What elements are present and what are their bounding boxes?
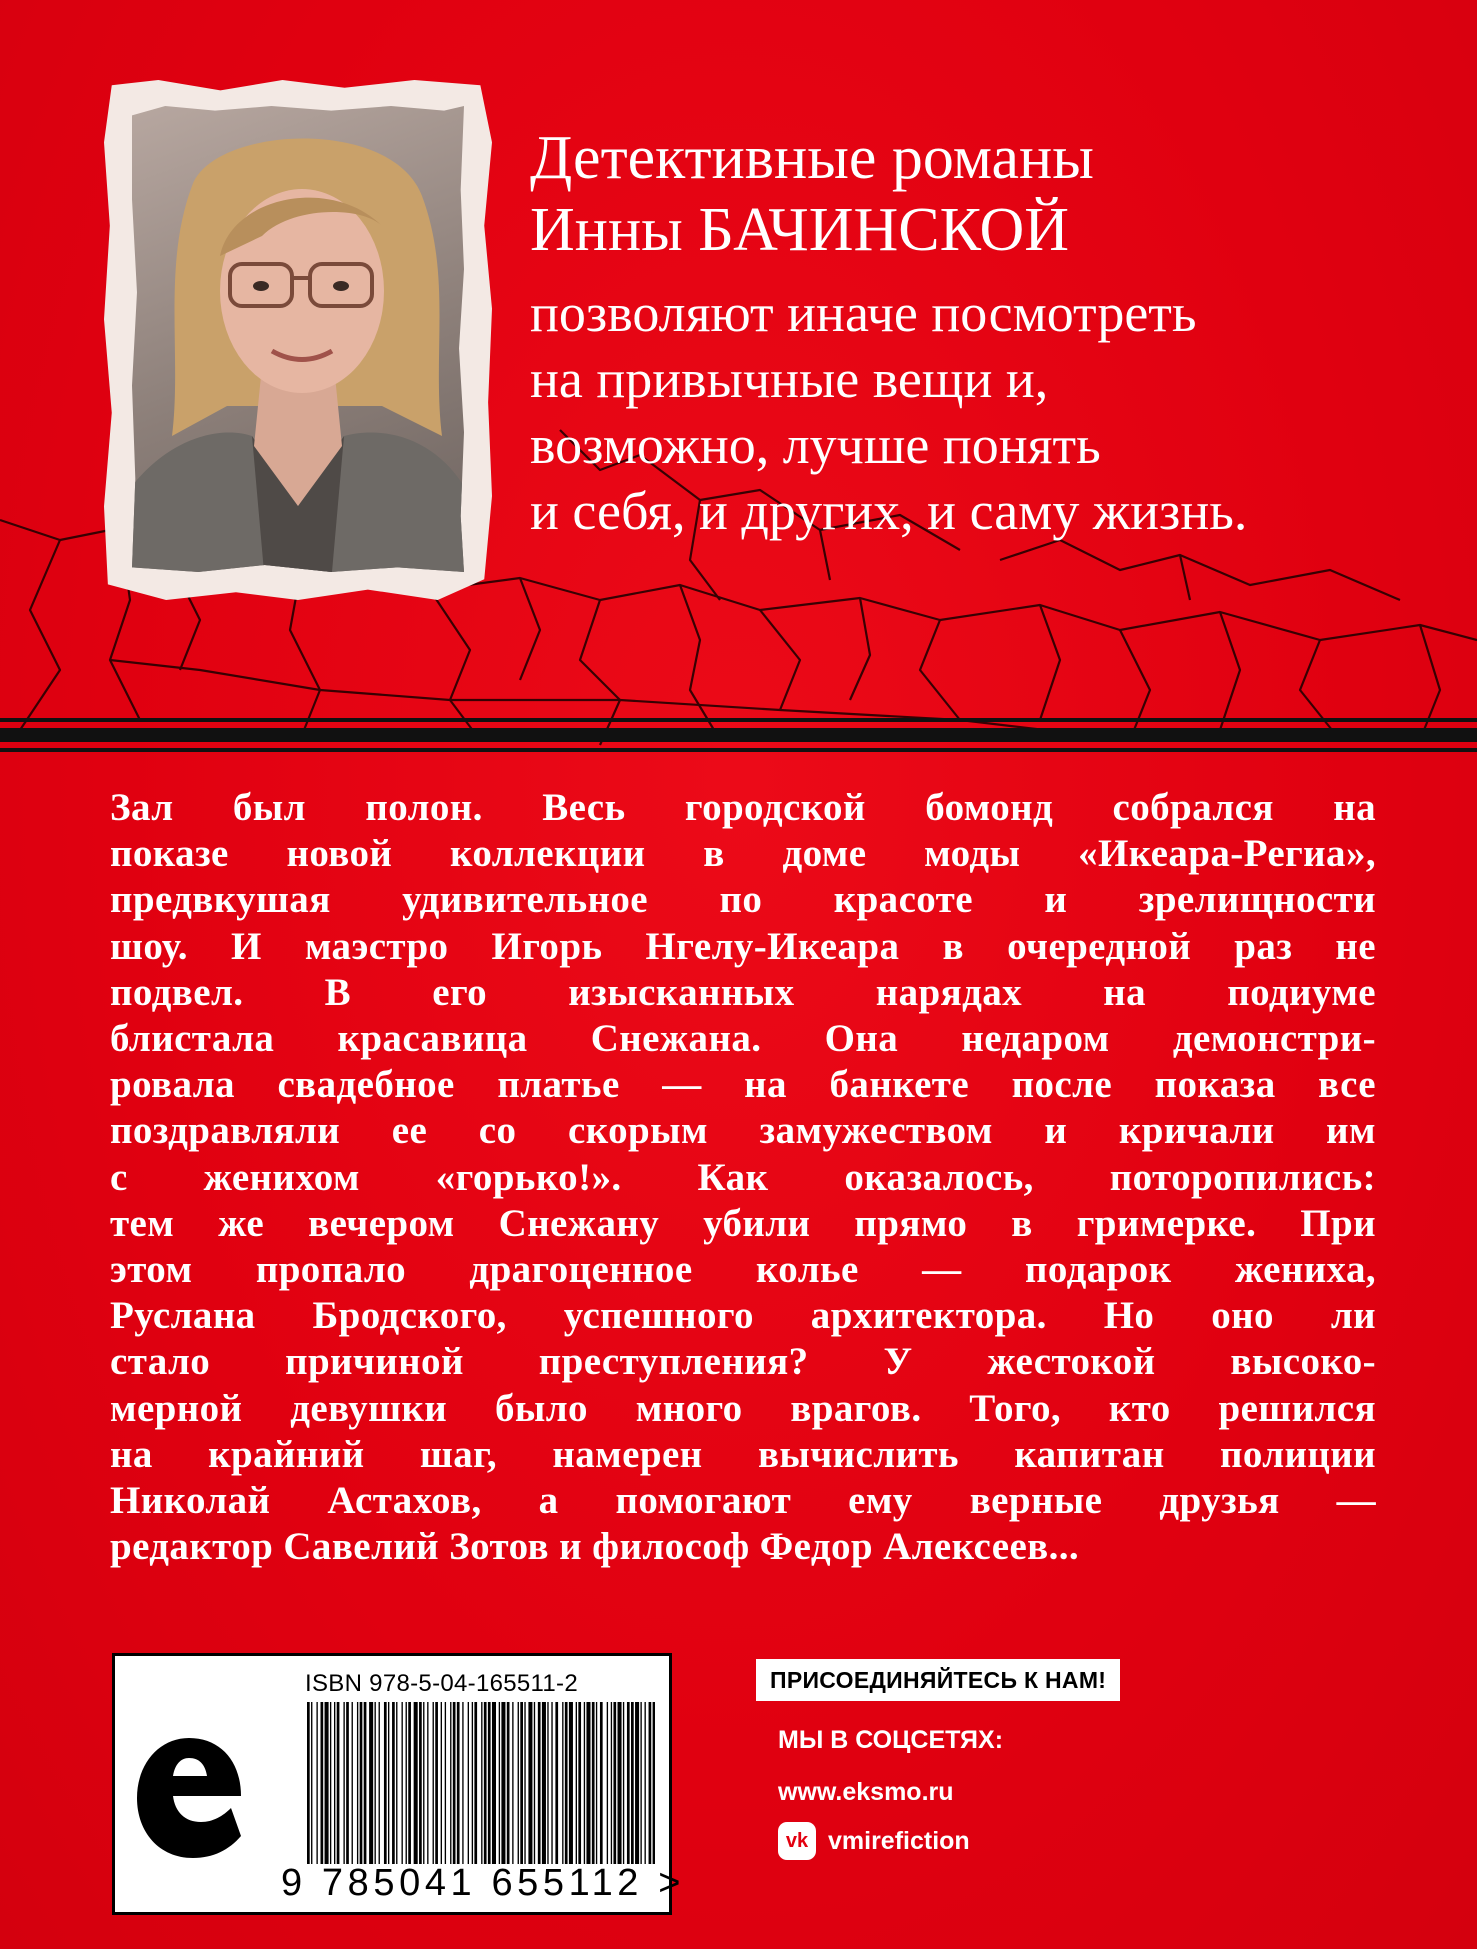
annotation-line: предвкушая удивительное по красоте и зрелищности [110,878,1376,922]
barcode-bar [423,1702,424,1864]
barcode-box [112,1653,685,1915]
barcode-bar [484,1702,487,1864]
join-us-label: ПРИСОЕДИНЯЙТЕСЬ К НАМ! [756,1659,1120,1701]
barcode-bar [645,1702,646,1864]
barcode-bar [379,1702,380,1864]
annotation-line: показе новой коллекции в доме моды «Икеара-Региа», [110,832,1376,876]
social-label: МЫ В СОЦСЕТЯХ: [778,1726,1004,1754]
stripe [0,748,1477,752]
annotation-line: на крайний шаг, намерен вычислить капитан полиции [110,1432,1376,1476]
eksmo-logo-icon [133,1732,245,1864]
barcode-digits: 9 785041 655112 > [281,1862,685,1904]
annotation-line: редактор Савелий Зотов и философ Федор Алексеев... [110,1525,1080,1569]
annotation-line: мерной девушки было много врагов. Того, кто решился [110,1386,1376,1430]
barcode-bar [472,1702,473,1864]
barcode-bar [481,1702,482,1864]
headline-line-6: и себя, и других, и саму жизнь. [530,481,1248,541]
stripe [0,718,1477,722]
barcode-bar [565,1702,568,1864]
barcode-bar [649,1702,652,1864]
barcode-bar [584,1702,585,1864]
barcode-bar [364,1702,367,1864]
barcode-bar [343,1702,344,1864]
annotation-line: ровала свадебное платье — на банкете после показа все [110,1063,1376,1107]
barcode-bar [627,1702,630,1864]
barcode-bar [512,1702,513,1864]
annotation-line: шоу. И маэстро Игорь Нгелу-Икеара в очередной раз не [110,924,1376,968]
barcode-bar [419,1702,422,1864]
headline-line-3: позволяют иначе посмотреть [530,283,1197,343]
barcode-bar [534,1702,535,1864]
barcode-bar [388,1702,389,1864]
barcode-bar [402,1702,403,1864]
annotation-line: подвел. В его изысканных нарядах на подиуме [110,970,1376,1014]
barcode-bar [576,1702,577,1864]
barcode-bar [450,1702,451,1864]
barcode-bar [586,1702,590,1864]
barcode-bar [325,1702,329,1864]
barcode-bar [375,1702,376,1864]
annotation-line: с женихом «горько!». Как оказалось, поторопились: [110,1155,1376,1199]
headline [530,122,1450,544]
author-photo-frame [104,80,492,600]
author-portrait-image [132,106,464,572]
barcode-bar [445,1702,446,1864]
barcode-bar [538,1702,541,1864]
annotation-line: тем же вечером Снежану убили прямо в гримерке. При [110,1201,1376,1245]
isbn-text: ISBN 978-5-04-165511-2 [305,1670,578,1697]
barcode-bar [346,1702,349,1864]
author-photo [132,106,464,572]
barcode-bar [611,1702,612,1864]
barcode-bar [396,1702,397,1864]
barcode-bar [360,1702,363,1864]
barcode-bar [499,1702,500,1864]
annotation-line: Николай Астахов, а помогают ему верные друзья — [110,1479,1376,1523]
barcode-bar [357,1702,358,1864]
barcode-bar [507,1702,510,1864]
barcode-bar [618,1702,622,1864]
barcode-bar [640,1702,641,1864]
barcode-bar [384,1702,387,1864]
annotation-line: поздравляли ее со скорым замужеством и кричали им [110,1109,1376,1153]
barcode-bar [501,1702,505,1864]
barcode-bar [453,1702,456,1864]
vk-link[interactable] [778,1821,970,1861]
barcode-bar [414,1702,418,1864]
barcode-bar [468,1702,469,1864]
barcode-bar [488,1702,491,1864]
barcode-bar [427,1702,428,1864]
headline-line-5: возможно, лучше понять [530,415,1101,475]
barcode-bar [578,1702,581,1864]
barcode-bar [547,1702,548,1864]
barcode-bar [596,1702,597,1864]
barcode-bar [408,1702,411,1864]
annotation-line: блистала красавица Снежана. Она недаром демонстри- [110,1017,1376,1061]
barcode-bar [569,1702,573,1864]
barcode-bar [653,1702,655,1864]
barcode-bar [562,1702,563,1864]
barcode-bar [307,1702,310,1864]
barcode [305,1702,655,1864]
barcode-bar [492,1702,496,1864]
barcode-bar [334,1702,335,1864]
headline-line-4: на привычные вещи и, [530,349,1049,409]
barcode-bar [433,1702,434,1864]
barcode-bar [524,1702,525,1864]
barcode-bar [600,1702,603,1864]
barcode-bar [631,1702,634,1864]
barcode-bar [435,1702,438,1864]
barcode-bar [592,1702,595,1864]
barcode-bar [330,1702,331,1864]
barcode-bar [369,1702,373,1864]
barcode-bar [520,1702,523,1864]
barcode-bar [474,1702,477,1864]
barcode-bar [542,1702,546,1864]
annotation-line: стало причиной преступления? У жестокой высоко- [110,1340,1376,1384]
barcode-bar [555,1702,558,1864]
barcode-bar [406,1702,407,1864]
barcode-bar [457,1702,460,1864]
barcode-bar [613,1702,616,1864]
barcode-bar [441,1702,442,1864]
annotation-line: Зал был полон. Весь городской бомонд собрался на [110,786,1376,829]
annotation-line: Руслана Бродского, успешного архитектора. Но оно ли [110,1294,1376,1338]
barcode-bar [462,1702,463,1864]
stripe [0,728,1477,742]
annotation-line: этом пропало драгоценное колье — подарок жениха, [110,1248,1376,1292]
barcode-bar [551,1702,552,1864]
barcode-bar [321,1702,324,1864]
stripe-divider [0,718,1477,754]
barcode-bar [635,1702,639,1864]
barcode-bar [311,1702,312,1864]
book-annotation [110,785,1376,1570]
barcode-bar [607,1702,608,1864]
barcode-bar [623,1702,624,1864]
headline-line-1: Детективные романы [530,124,1094,192]
barcode-bar [316,1702,317,1864]
barcode-bar [352,1702,353,1864]
barcode-bar [392,1702,395,1864]
website-link[interactable]: www.eksmo.ru [778,1778,954,1806]
barcode-bar [528,1702,532,1864]
headline-author: Инны БАЧИНСКОЙ [530,196,1069,264]
vk-icon: vk [778,1822,816,1860]
barcode-bar [337,1702,340,1864]
barcode-bar [518,1702,519,1864]
vk-handle: vmirefiction [828,1826,970,1855]
